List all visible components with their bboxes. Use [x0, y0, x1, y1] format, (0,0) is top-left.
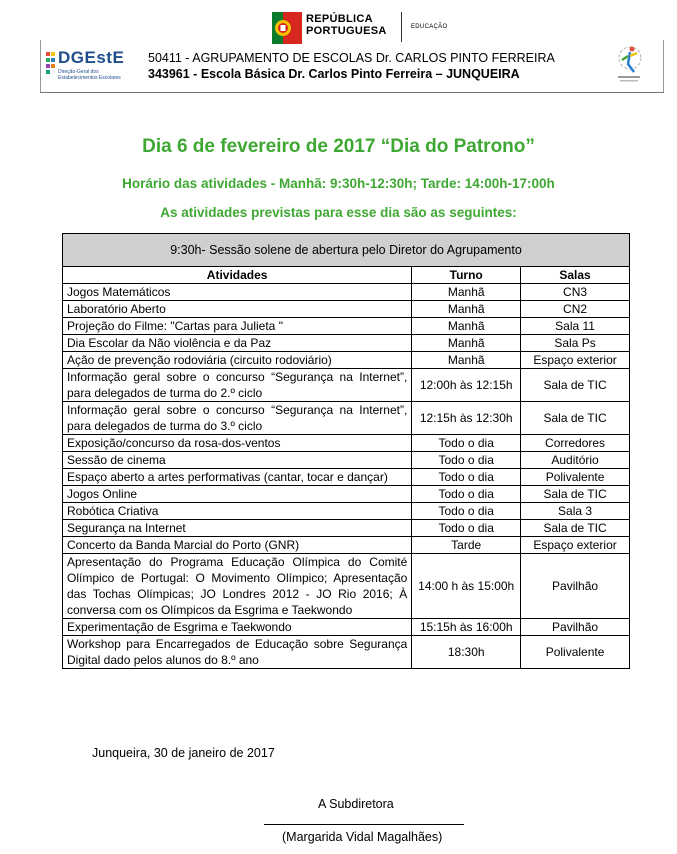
turno-cell: 12:00h às 12:15h: [412, 369, 521, 402]
header-frame-left: [40, 40, 41, 92]
turno-cell: Manhã: [412, 352, 521, 369]
header-frame-right: [663, 40, 664, 92]
turno-cell: 15:15h às 16:00h: [412, 619, 521, 636]
table-row: [63, 335, 630, 352]
activities-intro: As atividades previstas para esse dia são as seguintes:: [160, 205, 517, 220]
school-group-line: 50411 - AGRUPAMENTO DE ESCOLAS Dr. CARLOS PINTO FERREIRA: [148, 51, 555, 65]
sala-cell: Sala Ps: [521, 335, 630, 352]
turno-cell: Tarde: [412, 537, 521, 554]
turno-cell: 12:15h às 12:30h: [412, 402, 521, 435]
table-row: [63, 554, 630, 619]
sala-cell: Espaço exterior: [521, 352, 630, 369]
dgeste-subtitle: Direção-Geral dos Estabelecimentos Escolares: [58, 69, 121, 81]
activity-cell: Robótica Criativa: [63, 503, 412, 520]
republica-portuguesa-emblem-icon: [272, 12, 302, 44]
table-row: [63, 352, 630, 369]
school-logo-icon: [608, 42, 648, 86]
dgeste-logo: [44, 48, 144, 88]
signatory-role: A Subdiretora: [318, 797, 394, 811]
table-row: [63, 486, 630, 503]
header-bottom-rule: [40, 92, 664, 93]
page-title: Dia 6 de fevereiro de 2017 “Dia do Patrono”: [142, 136, 535, 157]
activity-cell: Sessão de cinema: [63, 452, 412, 469]
turno-cell: Todo o dia: [412, 435, 521, 452]
signature-line: [264, 824, 464, 825]
activity-cell: Ação de prevenção rodoviária (circuito rodoviário): [63, 352, 412, 369]
table-row: [63, 503, 630, 520]
activity-cell: Concerto da Banda Marcial do Porto (GNR): [63, 537, 412, 554]
table-row: [63, 435, 630, 452]
sala-cell: CN3: [521, 284, 630, 301]
sala-cell: Sala 11: [521, 318, 630, 335]
turno-cell: Todo o dia: [412, 486, 521, 503]
activity-cell: Segurança na Internet: [63, 520, 412, 537]
turno-cell: Todo o dia: [412, 503, 521, 520]
place-date: Junqueira, 30 de janeiro de 2017: [92, 746, 275, 760]
table-row: [63, 301, 630, 318]
table-row: [63, 318, 630, 335]
activity-cell: Laboratório Aberto: [63, 301, 412, 318]
republica-line1: REPÚBLICA: [306, 13, 373, 25]
turno-cell: Manhã: [412, 284, 521, 301]
header-turno: Turno: [412, 267, 521, 284]
dgeste-name: DGEstE: [58, 48, 125, 67]
header-atividades: Atividades: [63, 267, 412, 284]
school-name-line: 343961 - Escola Básica Dr. Carlos Pinto Ferreira – JUNQUEIRA: [148, 67, 520, 81]
activity-cell: Apresentação do Programa Educação Olímpica do Comité Olímpico de Portugal: O Movimento Olímpico; Apresentação das Tochas Olímpicas; JO Londres 2012 - JO Rio 2016; À conversa com os Olímpicos da Esgrima e Taekwondo: [63, 554, 412, 619]
sala-cell: CN2: [521, 301, 630, 318]
activity-cell: Jogos Online: [63, 486, 412, 503]
turno-cell: Manhã: [412, 335, 521, 352]
activity-cell: Informação geral sobre o concurso “Segurança na Internet”, para delegados de turma do 3.º ciclo: [63, 402, 412, 435]
activity-cell: Jogos Matemáticos: [63, 284, 412, 301]
sala-cell: Corredores: [521, 435, 630, 452]
turno-cell: Manhã: [412, 301, 521, 318]
turno-cell: Todo o dia: [412, 469, 521, 486]
table-row: [63, 452, 630, 469]
turno-cell: 14:00 h às 15:00h: [412, 554, 521, 619]
ministry-label: EDUCAÇÃO: [411, 24, 448, 30]
table-caption-row: [63, 234, 630, 267]
activity-cell: Workshop para Encarregados de Educação sobre Segurança Digital dado pelos alunos do 8.º ano: [63, 636, 412, 669]
table-caption: 9:30h- Sessão solene de abertura pelo Diretor do Agrupamento: [63, 234, 630, 267]
activity-cell: Exposição/concurso da rosa-dos-ventos: [63, 435, 412, 452]
turno-cell: 18:30h: [412, 636, 521, 669]
republica-portuguesa-label: [306, 13, 387, 37]
sala-cell: Sala de TIC: [521, 486, 630, 503]
sala-cell: Sala de TIC: [521, 520, 630, 537]
sala-cell: Pavilhão: [521, 554, 630, 619]
sala-cell: Sala de TIC: [521, 402, 630, 435]
sala-cell: Auditório: [521, 452, 630, 469]
table-row: [63, 469, 630, 486]
turno-cell: Todo o dia: [412, 452, 521, 469]
table-row: [63, 537, 630, 554]
dgeste-mark-icon: [44, 50, 58, 78]
header-salas: Salas: [521, 267, 630, 284]
signatory-name: (Margarida Vidal Magalhães): [282, 830, 443, 844]
activity-cell: Informação geral sobre o concurso “Segurança na Internet”, para delegados de turma do 2.º ciclo: [63, 369, 412, 402]
sala-cell: Pavilhão: [521, 619, 630, 636]
sala-cell: Espaço exterior: [521, 537, 630, 554]
sala-cell: Polivalente: [521, 469, 630, 486]
table-row: [63, 369, 630, 402]
table-header-row: [63, 267, 630, 284]
header-divider: [401, 12, 402, 42]
schedule-hours: Horário das atividades - Manhã: 9:30h-12:30h; Tarde: 14:00h-17:00h: [122, 176, 555, 191]
table-row: [63, 520, 630, 537]
table-row: [63, 636, 630, 669]
sala-cell: Sala de TIC: [521, 369, 630, 402]
activity-cell: Espaço aberto a artes performativas (cantar, tocar e dançar): [63, 469, 412, 486]
activity-cell: Projeção do Filme: "Cartas para Julieta ": [63, 318, 412, 335]
table-row: [63, 284, 630, 301]
turno-cell: Manhã: [412, 318, 521, 335]
activity-cell: Experimentação de Esgrima e Taekwondo: [63, 619, 412, 636]
activities-table: [62, 233, 630, 669]
sala-cell: Polivalente: [521, 636, 630, 669]
turno-cell: Todo o dia: [412, 520, 521, 537]
sala-cell: Sala 3: [521, 503, 630, 520]
table-row: [63, 402, 630, 435]
republica-line2: PORTUGUESA: [306, 25, 387, 37]
table-row: [63, 619, 630, 636]
activity-cell: Dia Escolar da Não violência e da Paz: [63, 335, 412, 352]
